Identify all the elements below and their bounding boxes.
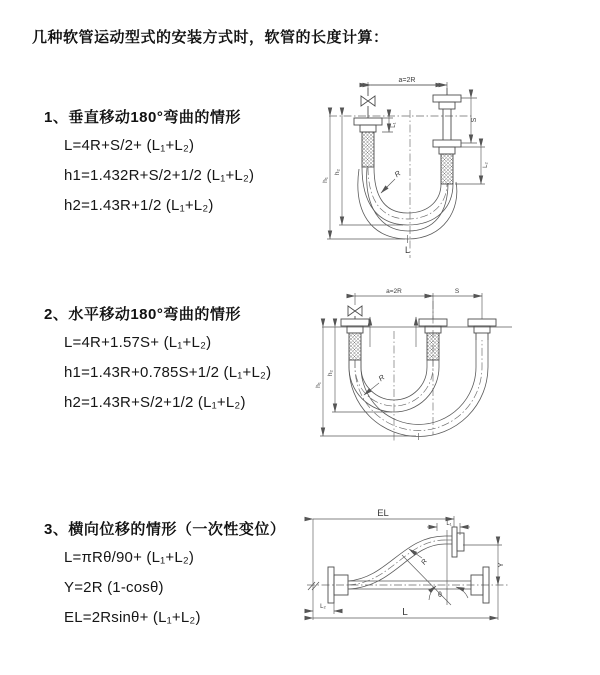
section-1-formula-h2: h2=1.43R+1/2 (L₁+L₂) bbox=[64, 197, 214, 214]
dim-label-r: R bbox=[376, 372, 387, 384]
section-3-heading: 3、横向位移的情形（一次性变位） bbox=[44, 521, 286, 538]
section-3-formula-EL: EL=2Rsinθ+ (L₁+L₂) bbox=[64, 609, 201, 626]
dim-label-l2: L₂ bbox=[320, 604, 326, 610]
section-2-formula-h1: h1=1.43R+0.785S+1/2 (L₁+L₂) bbox=[64, 364, 272, 381]
left-fitting-with-valve bbox=[341, 306, 369, 360]
left-fitting-with-valve bbox=[354, 88, 382, 167]
section-1-formula-h1: h1=1.432R+S/2+1/2 (L₁+L₂) bbox=[64, 167, 255, 184]
dim-label-theta: θ bbox=[438, 592, 442, 599]
section-3-formula-L: L=πRθ/90+ (L₁+L₂) bbox=[64, 549, 195, 566]
dim-label-h1: h₁ bbox=[315, 382, 322, 388]
centerlines bbox=[307, 540, 508, 590]
dim-label-l2: L₂ bbox=[483, 162, 489, 168]
dim-label-r: R bbox=[392, 168, 403, 180]
dim-label-h2: h₂ bbox=[334, 168, 341, 176]
valve-icon bbox=[348, 306, 362, 316]
dim-label-l1: L₁ bbox=[391, 122, 397, 128]
dim-label-h1: h₁ bbox=[322, 177, 329, 183]
dim-label-y: Y bbox=[496, 562, 505, 568]
horizontal-180-bend-diagram bbox=[316, 283, 568, 450]
dim-label-width: a=2R bbox=[398, 77, 416, 84]
dim-label-h2: h₂ bbox=[327, 369, 334, 377]
section-1-formula-L: L=4R+S/2+ (L₁+L₂) bbox=[64, 137, 195, 154]
section-1-heading: 1、垂直移动180°弯曲的情形 bbox=[44, 109, 241, 126]
dimension-lines bbox=[305, 508, 505, 620]
dim-label-l: L bbox=[404, 245, 411, 255]
section-2-formula-L: L=4R+1.57S+ (L₁+L₂) bbox=[64, 334, 212, 351]
lateral-displacement-diagram bbox=[303, 505, 583, 645]
right-fitting-moved bbox=[468, 319, 496, 340]
dim-label-el: EL bbox=[377, 508, 389, 519]
dim-label-r: R bbox=[420, 558, 430, 567]
section-2-heading: 2、水平移动180°弯曲的情形 bbox=[44, 306, 241, 323]
vertical-180-bend-diagram bbox=[315, 72, 560, 262]
dim-label-width: a=2R bbox=[386, 288, 402, 295]
page-title: 几种软管运动型式的安装方式时，软管的长度计算： bbox=[32, 29, 389, 46]
centerlines bbox=[322, 301, 512, 443]
s-curve-hose-position bbox=[348, 527, 464, 589]
centerline-break-icon bbox=[308, 582, 319, 590]
dim-label-s: S bbox=[454, 288, 460, 295]
section-3-formula-Y: Y=2R (1-cosθ) bbox=[64, 579, 164, 596]
dim-label-l: L bbox=[402, 607, 408, 618]
hose-curves bbox=[349, 340, 488, 437]
middle-fitting bbox=[419, 319, 447, 360]
valve-icon bbox=[361, 96, 375, 106]
right-fitting bbox=[433, 88, 461, 184]
dim-label-l1: L₁ bbox=[446, 521, 452, 527]
dimension-lines bbox=[322, 77, 489, 255]
dim-label-s: S bbox=[471, 117, 478, 123]
section-2-formula-h2: h2=1.43R+S/2+1/2 (L₁+L₂) bbox=[64, 394, 246, 411]
